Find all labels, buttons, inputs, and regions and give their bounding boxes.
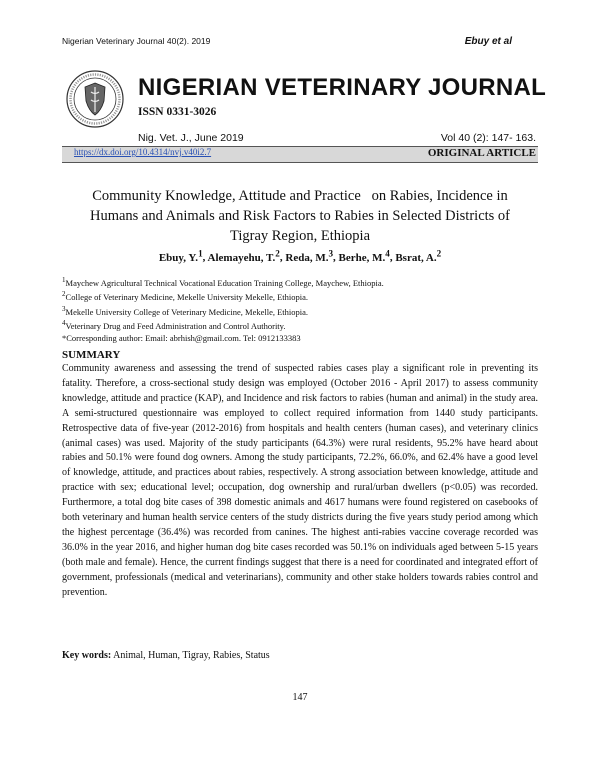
article-type: ORIGINAL ARTICLE — [427, 147, 536, 159]
title-line: Community Knowledge, Attitude and Practice on Rabies, Incidence in — [92, 188, 508, 204]
running-header-author: Ebuy et al — [464, 36, 512, 47]
affiliation: $^3$Mekelle University College of Veterinary Medicine, Mekelle, Ethiopia. — [62, 304, 309, 317]
volume-pages: Vol 40 (2): 147- 163. — [440, 132, 536, 144]
page-number: 147 — [292, 692, 308, 703]
corresponding-author: *Corresponding author: Email: abrhish@gmail.com. Tel: 0912133383 — [62, 332, 301, 343]
affiliation: $^1$Maychew Agricultural Technical Vocational Education Training College, Maychew, Ethiopia. — [62, 276, 384, 288]
title-line: Humans and Animals and Risk Factors to Rabies in Selected Districts of — [89, 208, 511, 224]
keywords-list: Animal, Human, Tigray, Rabies, Status — [113, 650, 270, 661]
journal-title: NIGERIAN VETERINARY JOURNAL — [138, 74, 547, 101]
author: Bsrat, A.$^2$ — [395, 248, 442, 264]
author: Reda, M.$^3$ — [285, 248, 334, 264]
abstract-text: Community awareness and assessing the trend of suspected rabies cases play a significant role in preventing its fatality. Therefore, a cross-sectional study design was employed (October 2016 - April 2017) to assess community knowledge, attitude and practice (KAP), and Incidence and risk factors to rabies (human and animal) in the study area. A semi-structured questionnaire was employed to collect required information from 1440 study participants. Retrospective data of five-year (2012-2016) from hospitals and health centers (human cases), and veterinary clinics (animal cases) was used. Majority of the study participants (64.3%) were rural residents, 95.2% have heard about rabies and 50.1% were found dog owners. Among the study participants, 72.2%, 66.0%, and 62.4% have a good level of knowledge, attitude, and practices about rabies, respectively. A strong association between knowledge, attitude and practice with sex; educational level; occupation, dog ownership and rural/urban dwellers (p<0.05) was recorded. Furthermore, a total dog bite cases of 398 domestic animals and 4617 humans were found registered on casebooks of both veterinary and human health service centers of the study districts during the five years study period among which the highest percentage (36.4%) was recorded from canines. The highest anti-rabies vaccine coverage recorded was 36.0% in the year 2016, and higher human dog bite cases recorded was 50.1% on individuals aged between 5-15 years (both male and female). Hence, the current findings suggest that there is a need for coordinated and integrated effort of government, professionals (medical and veterinarians), community and other stake holders towards rabies control and prevention. — [62, 363, 538, 598]
affiliation: $^2$College of Veterinary Medicine, Mekelle University Mekelle, Ethiopia. — [62, 290, 309, 303]
journal-seal-icon — [66, 70, 124, 128]
author: Alemayehu, T.$^2$ — [207, 248, 280, 264]
author-list: Ebuy, Y.$^1$, Alemayehu, T.$^2$, Reda, M.$^3$, Berhe, M.$^4$, Bsrat, A.$^2$ — [158, 248, 442, 264]
affiliation: $^4$Veterinary Drug and Feed Administration and Control Authority. — [62, 319, 286, 332]
author: Ebuy, Y.$^1$ — [158, 248, 203, 264]
running-header-journal: Nigerian Veterinary Journal 40(2). 2019 — [62, 36, 211, 46]
affiliations — [62, 275, 384, 344]
citation: Nig. Vet. J., June 2019 — [138, 132, 244, 144]
title-line: Tigray Region, Ethiopia — [229, 228, 371, 244]
summary-heading: SUMMARY — [62, 349, 121, 361]
author: Berhe, M.$^4$ — [338, 248, 390, 264]
keywords — [62, 650, 270, 661]
keywords-label: Key words: — [62, 650, 112, 661]
issn: ISSN 0331-3026 — [138, 106, 217, 118]
doi-link[interactable]: https://dx.doi.org/10.4314/nvj.v40i2.7 — [74, 147, 212, 157]
article-title — [62, 186, 538, 246]
